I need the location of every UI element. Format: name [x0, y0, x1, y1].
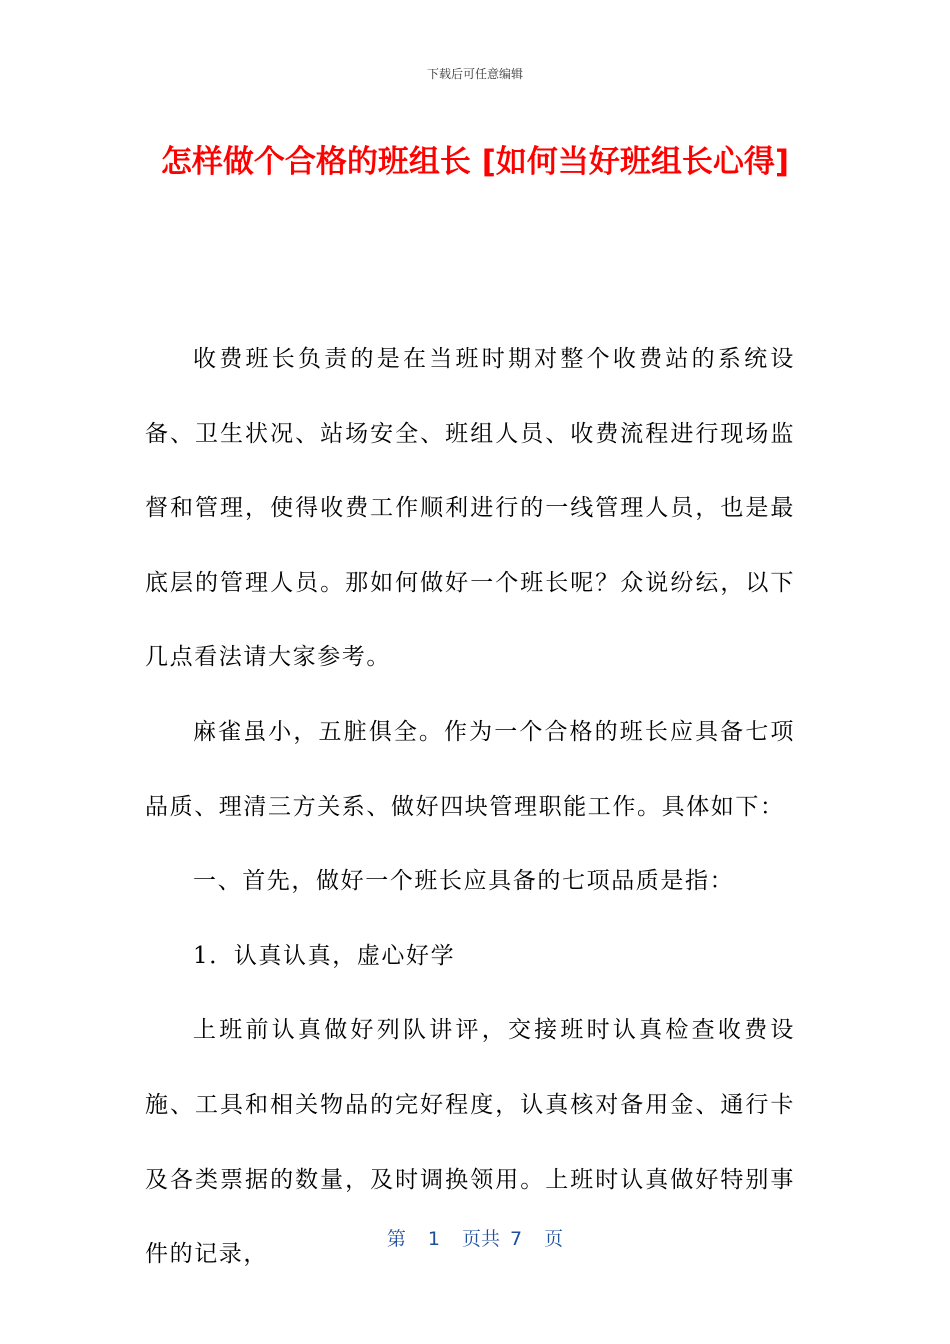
subheading-diligence: 1．认真认真，虚心好学	[193, 942, 456, 969]
section-heading-qualities: 一、首先，做好一个班长应具备的七项品质是指：	[193, 868, 735, 895]
footer-page-number: 1	[427, 1228, 440, 1250]
footer-total-pages: 7	[510, 1228, 523, 1250]
paragraph-diligence: 上班前认真做好列队讲评，交接班时认真检查收费设施、工具和相关物品的完好程度，认真核对备用金、通行卡及各类票据的数量，及时调换领用。上班时认真做好特别事件的记录，	[145, 1017, 795, 1268]
paragraph-intro: 收费班长负责的是在当班时期对整个收费站的系统设备、卫生状况、站场安全、班组人员、收费流程进行现场监督和管理，使得收费工作顺利进行的一线管理人员，也是最底层的管理人员。那如何做好一个班长呢？众说纷纭，以下几点看法请大家参考。	[145, 346, 795, 671]
page-footer	[0, 1226, 950, 1252]
footer-page-prefix: 第	[386, 1228, 406, 1250]
footer-page-suffix: 页	[544, 1228, 564, 1250]
paragraph-overview: 麻雀虽小，五脏俱全。作为一个合格的班长应具备七项品质、理清三方关系、做好四块管理职能工作。具体如下：	[145, 718, 795, 820]
document-title: 怎样做个合格的班组长 [如何当好班组长心得]	[160, 144, 790, 180]
footer-page-middle: 页共	[461, 1228, 500, 1250]
document-body	[145, 322, 795, 1292]
header-note: 下载后可任意编辑	[426, 67, 523, 81]
